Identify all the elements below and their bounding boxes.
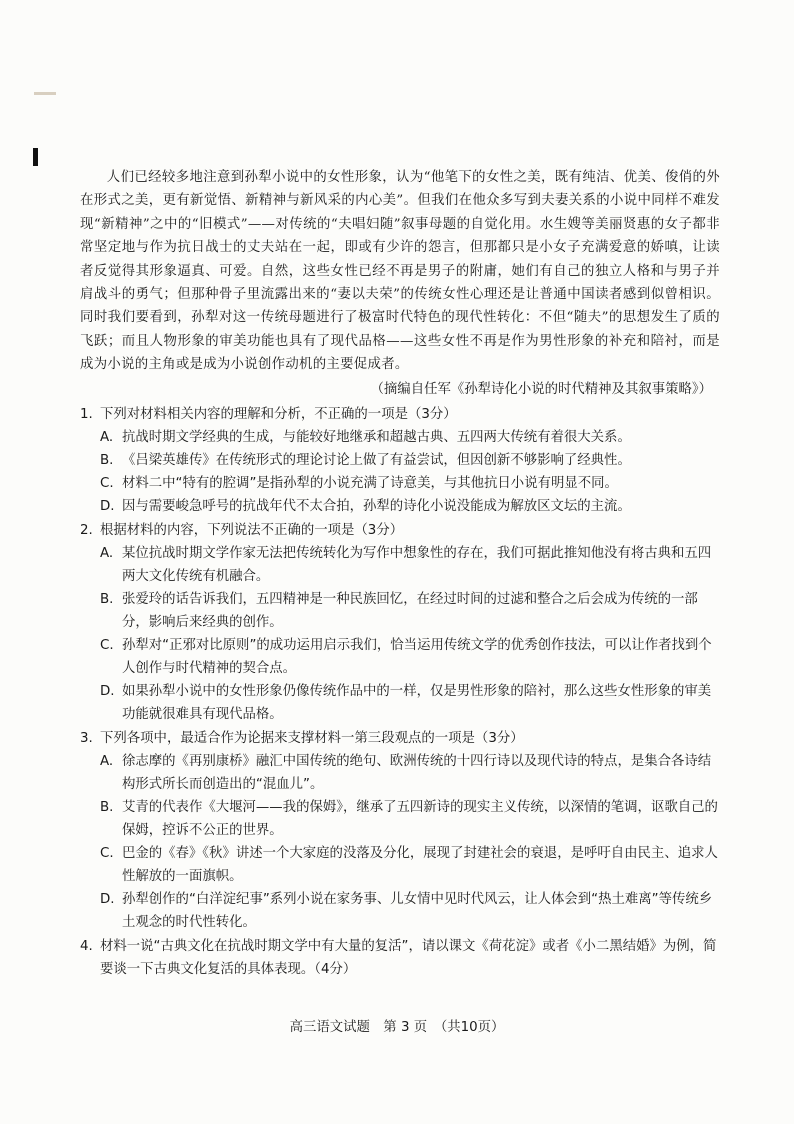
answer-option (100, 542, 720, 588)
option-list (100, 750, 720, 934)
answer-option (100, 750, 720, 796)
question-stem (80, 403, 720, 426)
option-text: 张爱玲的话告诉我们，五四精神是一种民族回忆，在经过时间的过滤和整合之后会成为传统的一部分，影响后来经典的创作。 (122, 591, 698, 630)
scan-corner-mark (34, 92, 56, 95)
option-text: 因与需要峻急呼号的抗战年代不太合拍，孙犁的诗化小说没能成为解放区文坛的主流。 (122, 498, 631, 514)
option-text: 孙犁创作的“白洋淀纪事”系列小说在家务事、儿女情中见时代风云，让人体会到“热土难离”等传统乡土观念的时代性转化。 (122, 891, 713, 930)
question-stem (80, 519, 720, 542)
question-number: 1. (80, 406, 93, 422)
option-text: 如果孙犁小说中的女性形象仍像传统作品中的一样，仅是男性形象的陪衬，那么这些女性形象的审美功能就很难具有现代品格。 (122, 683, 712, 722)
option-letter: B. (100, 799, 114, 815)
option-letter: B. (100, 452, 114, 468)
option-letter: C. (100, 845, 114, 861)
answer-option (100, 634, 720, 680)
option-text: 徐志摩的《再别康桥》融汇中国传统的绝句、欧洲传统的十四行诗以及现代诗的特点，是集合各诗结构形式所长而创造出的“混血儿”。 (122, 753, 712, 792)
question-4 (80, 935, 720, 981)
answer-option (100, 472, 720, 495)
option-letter: B. (100, 591, 114, 607)
question-text: 下列各项中，最适合作为论据来支撑材料一第三段观点的一项是（3分） (100, 730, 524, 746)
question-number: 4. (80, 938, 93, 954)
option-text: 材料二中“特有的腔调”是指孙犁的小说充满了诗意美，与其他抗日小说有明显不同。 (122, 475, 618, 491)
option-letter: A. (100, 545, 114, 561)
answer-option (100, 588, 720, 634)
passage-source: （摘编自任军《孙犁诗化小说的时代精神及其叙事策略》） (370, 381, 712, 397)
answer-option (100, 796, 720, 842)
option-letter: D. (100, 683, 115, 699)
option-letter: A. (100, 429, 114, 445)
option-text: 某位抗战时期文学作家无法把传统转化为写作中想象性的存在，我们可据此推知他没有将古典和五四两大文化传统有机融合。 (122, 545, 712, 584)
question-text: 下列对材料相关内容的理解和分析，不正确的一项是（3分） (100, 406, 457, 422)
option-letter: D. (100, 891, 115, 907)
option-letter: D. (100, 498, 115, 514)
answer-option (100, 888, 720, 934)
option-text: 抗战时期文学经典的生成，与能较好地继承和超越古典、五四两大传统有着很大关系。 (122, 429, 631, 445)
answer-option (100, 426, 720, 449)
option-list (100, 426, 720, 518)
option-letter: C. (100, 637, 114, 653)
option-text: 孙犁对“正邪对比原则”的成功运用启示我们，恰当运用传统文学的优秀创作技法，可以让作者找到个人创作与时代精神的契合点。 (122, 637, 712, 676)
answer-option (100, 680, 720, 726)
question-2 (80, 519, 720, 726)
passage-paragraph: 人们已经较多地注意到孙犁小说中的女性形象，认为“他笔下的女性之美，既有纯洁、优美、俊俏的外在形式之美，更有新觉悟、新精神与新风采的内心美”。但我们在他众多写到夫妻关系的小说中同样不难发现“新精神”之中的“旧模式”——对传统的“夫唱妇随”叙事母题的自觉化用。水生嫂等美丽贤惠的女子都非常坚定地与作为抗日战士的丈夫站在一起，即或有少许的怨言，但那都只是小女子充满爱意的娇嗔，让读者反觉得其形象逼真、可爱。自然，这些女性已经不再是男子的附庸，她们有自己的独立人格和与男子并肩战斗的勇气；但那种骨子里流露出来的“妻以夫荣”的传统女性心理还是让普通中国读者感到似曾相识。同时我们要看到，孙犁对这一传统母题进行了极富时代特色的现代性转化：不但“随夫”的思想发生了质的飞跃；而且人物形象的审美功能也具有了现代品格——这些女性不再是作为男性形象的补充和陪衬，而是成为小说的主角或是成为小说创作动机的主要促成者。 (80, 170, 720, 373)
answer-option (100, 842, 720, 888)
question-1 (80, 403, 720, 518)
question-list (80, 403, 720, 981)
scan-edge-mark (33, 148, 38, 166)
option-text: 艾青的代表作《大堰河——我的保姆》，继承了五四新诗的现实主义传统，以深情的笔调，讴歌自己的保姆，控诉不公正的世界。 (122, 799, 718, 838)
question-text: 材料一说“古典文化在抗战时期文学中有大量的复活”，请以课文《荷花淀》或者《小二黑结婚》为例，简要谈一下古典文化复活的具体表现。（4分） (100, 938, 717, 977)
answer-option (100, 449, 720, 472)
option-text: 《吕梁英雄传》在传统形式的理论讨论上做了有益尝试，但因创新不够影响了经典性。 (122, 452, 631, 468)
question-number: 3. (80, 730, 93, 746)
page-footer: 高三语文试题 第 3 页 （共10页） (289, 1020, 505, 1035)
question-3 (80, 727, 720, 934)
option-text: 巴金的《春》《秋》讲述一个大家庭的没落及分化，展现了封建社会的衰退，是呼吁自由民主、追求人性解放的一面旗帜。 (122, 845, 718, 884)
answer-option (100, 495, 720, 518)
question-stem (80, 727, 720, 750)
reading-passage (80, 166, 720, 402)
option-list (100, 542, 720, 726)
option-letter: A. (100, 753, 114, 769)
question-stem (80, 935, 720, 981)
question-number: 2. (80, 522, 93, 538)
option-letter: C. (100, 475, 114, 491)
question-text: 根据材料的内容，下列说法不正确的一项是（3分） (100, 522, 404, 538)
exam-page (80, 166, 720, 981)
